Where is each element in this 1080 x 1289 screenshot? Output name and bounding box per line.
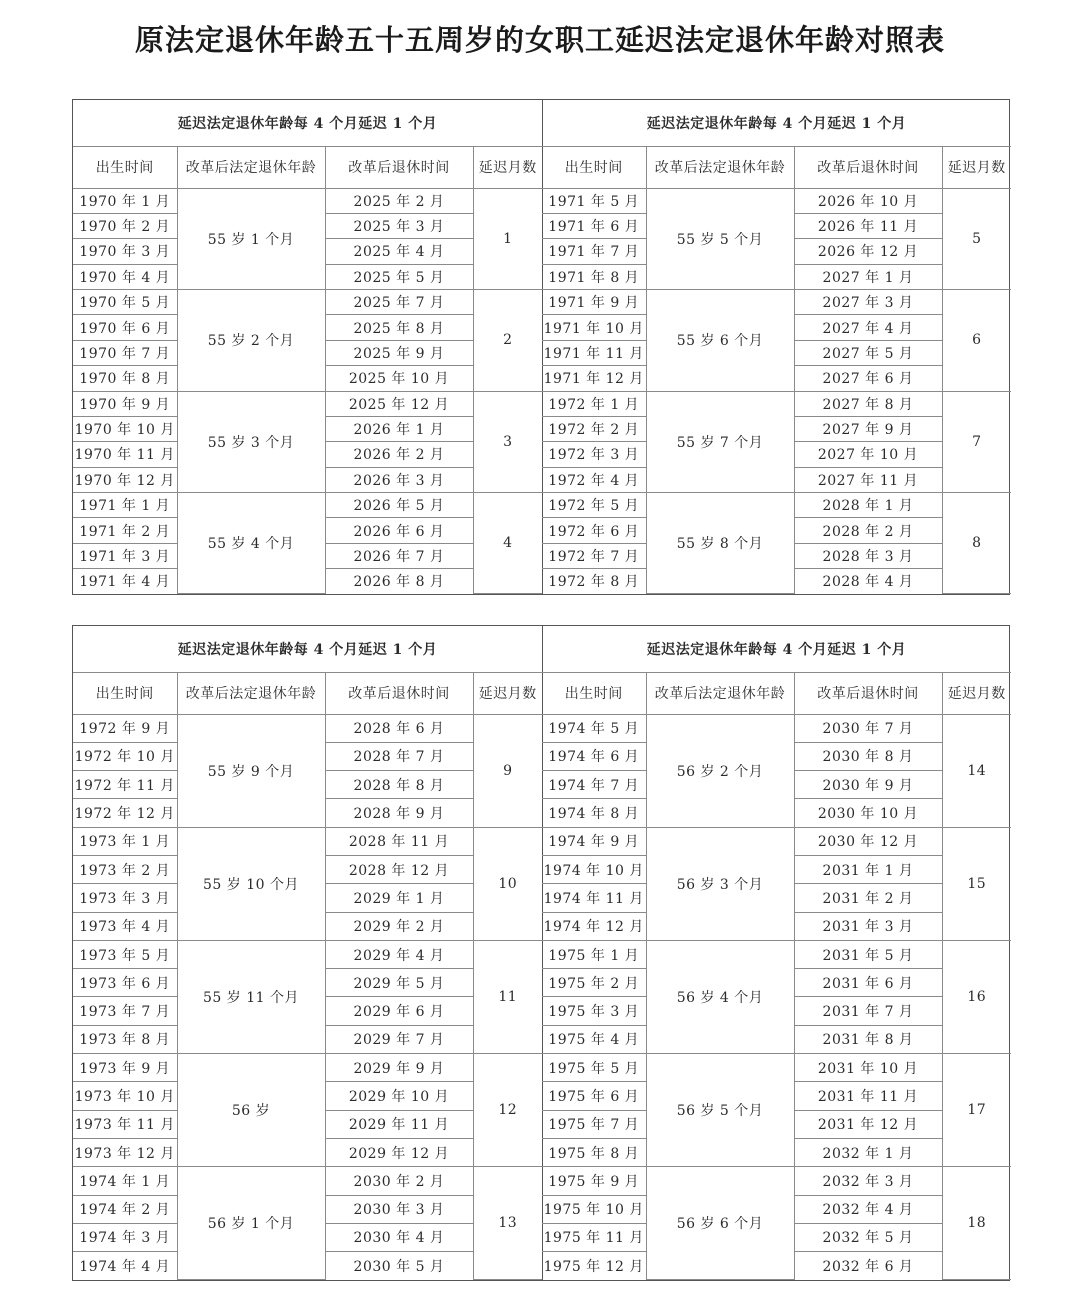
birth-cell: 1975 年 4 月 xyxy=(542,1025,646,1053)
birth-cell: 1974 年 10 月 xyxy=(542,855,646,883)
delay-months-cell: 7 xyxy=(942,391,1011,493)
retire-time-cell: 2027 年 8 月 xyxy=(794,391,942,416)
birth-cell: 1971 年 5 月 xyxy=(542,188,646,213)
retire-time-cell: 2027 年 10 月 xyxy=(794,442,942,467)
birth-cell: 1973 年 4 月 xyxy=(73,912,177,940)
birth-cell: 1972 年 5 月 xyxy=(542,493,646,518)
birth-cell: 1971 年 4 月 xyxy=(73,569,177,594)
delay-months-cell: 6 xyxy=(942,290,1011,392)
birth-cell: 1974 年 11 月 xyxy=(542,884,646,912)
birth-cell: 1970 年 8 月 xyxy=(73,366,177,391)
retire-time-cell: 2026 年 3 月 xyxy=(325,467,473,492)
retire-time-cell: 2031 年 3 月 xyxy=(794,912,942,940)
retire-age-cell: 56 岁 2 个月 xyxy=(646,714,794,827)
retire-time-cell: 2029 年 6 月 xyxy=(325,997,473,1025)
table-row xyxy=(542,940,1011,968)
birth-cell: 1971 年 2 月 xyxy=(73,518,177,543)
table-row xyxy=(542,1054,1011,1082)
retire-time-cell: 2026 年 11 月 xyxy=(794,213,942,238)
birth-cell: 1974 年 12 月 xyxy=(542,912,646,940)
retire-time-cell: 2032 年 4 月 xyxy=(794,1195,942,1223)
retire-time-cell: 2026 年 10 月 xyxy=(794,188,942,213)
retire-time-cell: 2030 年 9 月 xyxy=(794,771,942,799)
retire-time-cell: 2028 年 2 月 xyxy=(794,518,942,543)
retire-time-cell: 2028 年 12 月 xyxy=(325,855,473,883)
table-block-top xyxy=(72,99,1010,595)
retire-time-cell: 2031 年 6 月 xyxy=(794,969,942,997)
retire-time-cell: 2030 年 4 月 xyxy=(325,1223,473,1251)
table-row xyxy=(542,714,1011,742)
caption-row xyxy=(542,626,1011,672)
table-top-right xyxy=(542,100,1011,594)
birth-cell: 1974 年 8 月 xyxy=(542,799,646,827)
retire-time-cell: 2026 年 2 月 xyxy=(325,442,473,467)
retire-age-cell: 56 岁 6 个月 xyxy=(646,1167,794,1280)
column-header: 出生时间 xyxy=(73,146,177,188)
retire-age-cell: 55 岁 3 个月 xyxy=(177,391,325,493)
birth-cell: 1970 年 12 月 xyxy=(73,467,177,492)
retire-time-cell: 2027 年 1 月 xyxy=(794,264,942,289)
table-caption: 延迟法定退休年龄每 4 个月延迟 1 个月 xyxy=(73,626,542,672)
birth-cell: 1975 年 8 月 xyxy=(542,1138,646,1166)
retire-age-cell: 55 岁 5 个月 xyxy=(646,188,794,290)
retire-time-cell: 2027 年 4 月 xyxy=(794,315,942,340)
birth-cell: 1972 年 9 月 xyxy=(73,714,177,742)
birth-cell: 1975 年 10 月 xyxy=(542,1195,646,1223)
column-header: 改革后退休时间 xyxy=(325,672,473,714)
retire-time-cell: 2026 年 7 月 xyxy=(325,543,473,568)
header-row xyxy=(73,146,542,188)
table-row xyxy=(542,290,1011,315)
birth-cell: 1970 年 3 月 xyxy=(73,239,177,264)
retire-time-cell: 2025 年 7 月 xyxy=(325,290,473,315)
birth-cell: 1970 年 5 月 xyxy=(73,290,177,315)
table-row xyxy=(73,714,542,742)
retire-time-cell: 2029 年 4 月 xyxy=(325,940,473,968)
birth-cell: 1975 年 7 月 xyxy=(542,1110,646,1138)
retire-time-cell: 2030 年 5 月 xyxy=(325,1252,473,1280)
retire-time-cell: 2029 年 2 月 xyxy=(325,912,473,940)
birth-cell: 1973 年 11 月 xyxy=(73,1110,177,1138)
birth-cell: 1972 年 3 月 xyxy=(542,442,646,467)
birth-cell: 1972 年 8 月 xyxy=(542,569,646,594)
birth-cell: 1973 年 7 月 xyxy=(73,997,177,1025)
birth-cell: 1973 年 8 月 xyxy=(73,1025,177,1053)
retire-time-cell: 2030 年 2 月 xyxy=(325,1167,473,1195)
page-title: 原法定退休年龄五十五周岁的女职工延迟法定退休年龄对照表 xyxy=(134,23,945,57)
table-block-bottom xyxy=(72,625,1010,1281)
birth-cell: 1974 年 6 月 xyxy=(542,742,646,770)
retire-age-cell: 56 岁 1 个月 xyxy=(177,1167,325,1280)
birth-cell: 1971 年 8 月 xyxy=(542,264,646,289)
retire-age-cell: 55 岁 4 个月 xyxy=(177,493,325,594)
retire-time-cell: 2031 年 1 月 xyxy=(794,855,942,883)
caption-row xyxy=(73,100,542,146)
delay-months-cell: 9 xyxy=(473,714,542,827)
retire-age-cell: 55 岁 1 个月 xyxy=(177,188,325,290)
table-row xyxy=(73,1054,542,1082)
delay-months-cell: 8 xyxy=(942,493,1011,594)
retire-time-cell: 2028 年 6 月 xyxy=(325,714,473,742)
retire-age-cell: 56 岁 4 个月 xyxy=(646,940,794,1053)
birth-cell: 1975 年 2 月 xyxy=(542,969,646,997)
column-header: 延迟月数 xyxy=(473,672,542,714)
retire-time-cell: 2030 年 12 月 xyxy=(794,827,942,855)
column-header: 出生时间 xyxy=(542,146,646,188)
retire-time-cell: 2029 年 1 月 xyxy=(325,884,473,912)
birth-cell: 1975 年 1 月 xyxy=(542,940,646,968)
column-header: 改革后法定退休年龄 xyxy=(646,672,794,714)
birth-cell: 1973 年 5 月 xyxy=(73,940,177,968)
retire-time-cell: 2030 年 8 月 xyxy=(794,742,942,770)
birth-cell: 1972 年 10 月 xyxy=(73,742,177,770)
birth-cell: 1974 年 5 月 xyxy=(542,714,646,742)
retire-age-cell: 55 岁 9 个月 xyxy=(177,714,325,827)
column-header: 改革后退休时间 xyxy=(325,146,473,188)
retire-time-cell: 2025 年 12 月 xyxy=(325,391,473,416)
retire-time-cell: 2025 年 8 月 xyxy=(325,315,473,340)
retire-age-cell: 55 岁 7 个月 xyxy=(646,391,794,493)
birth-cell: 1974 年 9 月 xyxy=(542,827,646,855)
retire-time-cell: 2026 年 8 月 xyxy=(325,569,473,594)
delay-months-cell: 1 xyxy=(473,188,542,290)
retire-age-cell: 55 岁 8 个月 xyxy=(646,493,794,594)
birth-cell: 1974 年 3 月 xyxy=(73,1223,177,1251)
birth-cell: 1971 年 9 月 xyxy=(542,290,646,315)
delay-months-cell: 2 xyxy=(473,290,542,392)
retire-age-cell: 56 岁 5 个月 xyxy=(646,1054,794,1167)
table-row xyxy=(73,940,542,968)
birth-cell: 1973 年 3 月 xyxy=(73,884,177,912)
delay-months-cell: 11 xyxy=(473,940,542,1053)
column-header: 改革后法定退休年龄 xyxy=(177,146,325,188)
retire-time-cell: 2027 年 9 月 xyxy=(794,416,942,441)
retire-time-cell: 2030 年 3 月 xyxy=(325,1195,473,1223)
retire-time-cell: 2030 年 10 月 xyxy=(794,799,942,827)
birth-cell: 1972 年 2 月 xyxy=(542,416,646,441)
column-header: 延迟月数 xyxy=(942,146,1011,188)
birth-cell: 1972 年 11 月 xyxy=(73,771,177,799)
birth-cell: 1970 年 11 月 xyxy=(73,442,177,467)
birth-cell: 1973 年 1 月 xyxy=(73,827,177,855)
retire-age-cell: 55 岁 11 个月 xyxy=(177,940,325,1053)
retire-time-cell: 2026 年 1 月 xyxy=(325,416,473,441)
table-row xyxy=(73,188,542,213)
table-row xyxy=(542,1167,1011,1195)
retire-time-cell: 2025 年 3 月 xyxy=(325,213,473,238)
column-header: 改革后法定退休年龄 xyxy=(646,146,794,188)
retire-time-cell: 2025 年 10 月 xyxy=(325,366,473,391)
birth-cell: 1975 年 11 月 xyxy=(542,1223,646,1251)
retire-time-cell: 2029 年 11 月 xyxy=(325,1110,473,1138)
retire-time-cell: 2027 年 5 月 xyxy=(794,340,942,365)
birth-cell: 1970 年 4 月 xyxy=(73,264,177,289)
delay-months-cell: 15 xyxy=(942,827,1011,940)
table-row xyxy=(73,493,542,518)
retire-time-cell: 2029 年 12 月 xyxy=(325,1138,473,1166)
birth-cell: 1971 年 3 月 xyxy=(73,543,177,568)
delay-months-cell: 10 xyxy=(473,827,542,940)
table-caption: 延迟法定退休年龄每 4 个月延迟 1 个月 xyxy=(73,100,542,146)
delay-months-cell: 16 xyxy=(942,940,1011,1053)
table-row xyxy=(73,391,542,416)
birth-cell: 1974 年 4 月 xyxy=(73,1252,177,1280)
retire-time-cell: 2028 年 1 月 xyxy=(794,493,942,518)
retire-time-cell: 2025 年 2 月 xyxy=(325,188,473,213)
column-header: 出生时间 xyxy=(73,672,177,714)
birth-cell: 1972 年 4 月 xyxy=(542,467,646,492)
table-row xyxy=(542,188,1011,213)
retire-time-cell: 2026 年 6 月 xyxy=(325,518,473,543)
table-row xyxy=(542,827,1011,855)
table-caption: 延迟法定退休年龄每 4 个月延迟 1 个月 xyxy=(542,100,1011,146)
birth-cell: 1970 年 1 月 xyxy=(73,188,177,213)
retire-age-cell: 56 岁 3 个月 xyxy=(646,827,794,940)
birth-cell: 1971 年 1 月 xyxy=(73,493,177,518)
birth-cell: 1974 年 7 月 xyxy=(542,771,646,799)
birth-cell: 1970 年 10 月 xyxy=(73,416,177,441)
delay-months-cell: 18 xyxy=(942,1167,1011,1280)
retire-time-cell: 2027 年 3 月 xyxy=(794,290,942,315)
birth-cell: 1970 年 7 月 xyxy=(73,340,177,365)
retire-time-cell: 2026 年 5 月 xyxy=(325,493,473,518)
retire-time-cell: 2028 年 3 月 xyxy=(794,543,942,568)
birth-cell: 1974 年 2 月 xyxy=(73,1195,177,1223)
header-row xyxy=(542,146,1011,188)
retire-time-cell: 2031 年 11 月 xyxy=(794,1082,942,1110)
retire-time-cell: 2027 年 11 月 xyxy=(794,467,942,492)
birth-cell: 1971 年 6 月 xyxy=(542,213,646,238)
caption-row xyxy=(542,100,1011,146)
table-row xyxy=(73,290,542,315)
retire-time-cell: 2025 年 4 月 xyxy=(325,239,473,264)
retire-time-cell: 2031 年 7 月 xyxy=(794,997,942,1025)
retire-time-cell: 2028 年 7 月 xyxy=(325,742,473,770)
retire-age-cell: 55 岁 10 个月 xyxy=(177,827,325,940)
header-row xyxy=(73,672,542,714)
retire-time-cell: 2031 年 10 月 xyxy=(794,1054,942,1082)
retire-time-cell: 2029 年 7 月 xyxy=(325,1025,473,1053)
retire-age-cell: 56 岁 xyxy=(177,1054,325,1167)
birth-cell: 1972 年 12 月 xyxy=(73,799,177,827)
delay-months-cell: 17 xyxy=(942,1054,1011,1167)
retire-time-cell: 2025 年 5 月 xyxy=(325,264,473,289)
table-row xyxy=(542,493,1011,518)
birth-cell: 1974 年 1 月 xyxy=(73,1167,177,1195)
delay-months-cell: 13 xyxy=(473,1167,542,1280)
retire-age-cell: 55 岁 2 个月 xyxy=(177,290,325,392)
table-top-left xyxy=(73,100,543,594)
retire-time-cell: 2029 年 9 月 xyxy=(325,1054,473,1082)
delay-months-cell: 12 xyxy=(473,1054,542,1167)
retire-time-cell: 2030 年 7 月 xyxy=(794,714,942,742)
header-row xyxy=(542,672,1011,714)
retire-time-cell: 2027 年 6 月 xyxy=(794,366,942,391)
birth-cell: 1973 年 9 月 xyxy=(73,1054,177,1082)
birth-cell: 1973 年 2 月 xyxy=(73,855,177,883)
birth-cell: 1973 年 12 月 xyxy=(73,1138,177,1166)
column-header: 改革后退休时间 xyxy=(794,146,942,188)
column-header: 改革后法定退休年龄 xyxy=(177,672,325,714)
birth-cell: 1973 年 10 月 xyxy=(73,1082,177,1110)
table-row xyxy=(73,827,542,855)
retire-time-cell: 2028 年 9 月 xyxy=(325,799,473,827)
birth-cell: 1971 年 10 月 xyxy=(542,315,646,340)
birth-cell: 1975 年 12 月 xyxy=(542,1252,646,1280)
birth-cell: 1972 年 7 月 xyxy=(542,543,646,568)
birth-cell: 1975 年 6 月 xyxy=(542,1082,646,1110)
delay-months-cell: 3 xyxy=(473,391,542,493)
caption-row xyxy=(73,626,542,672)
column-header: 出生时间 xyxy=(542,672,646,714)
column-header: 延迟月数 xyxy=(473,146,542,188)
retire-time-cell: 2031 年 12 月 xyxy=(794,1110,942,1138)
birth-cell: 1970 年 2 月 xyxy=(73,213,177,238)
retire-time-cell: 2028 年 4 月 xyxy=(794,569,942,594)
retire-time-cell: 2026 年 12 月 xyxy=(794,239,942,264)
birth-cell: 1973 年 6 月 xyxy=(73,969,177,997)
retire-time-cell: 2032 年 6 月 xyxy=(794,1252,942,1280)
table-row xyxy=(73,1167,542,1195)
birth-cell: 1971 年 7 月 xyxy=(542,239,646,264)
delay-months-cell: 5 xyxy=(942,188,1011,290)
table-bottom-right xyxy=(542,626,1011,1280)
retire-time-cell: 2028 年 8 月 xyxy=(325,771,473,799)
birth-cell: 1975 年 5 月 xyxy=(542,1054,646,1082)
birth-cell: 1975 年 3 月 xyxy=(542,997,646,1025)
retire-time-cell: 2032 年 3 月 xyxy=(794,1167,942,1195)
delay-months-cell: 14 xyxy=(942,714,1011,827)
retire-time-cell: 2032 年 1 月 xyxy=(794,1138,942,1166)
table-bottom-left xyxy=(73,626,543,1280)
column-header: 改革后退休时间 xyxy=(794,672,942,714)
birth-cell: 1972 年 6 月 xyxy=(542,518,646,543)
retire-time-cell: 2028 年 11 月 xyxy=(325,827,473,855)
birth-cell: 1970 年 9 月 xyxy=(73,391,177,416)
retire-time-cell: 2031 年 2 月 xyxy=(794,884,942,912)
delay-months-cell: 4 xyxy=(473,493,542,594)
table-row xyxy=(542,391,1011,416)
birth-cell: 1972 年 1 月 xyxy=(542,391,646,416)
birth-cell: 1970 年 6 月 xyxy=(73,315,177,340)
retire-time-cell: 2032 年 5 月 xyxy=(794,1223,942,1251)
birth-cell: 1971 年 12 月 xyxy=(542,366,646,391)
column-header: 延迟月数 xyxy=(942,672,1011,714)
retire-time-cell: 2025 年 9 月 xyxy=(325,340,473,365)
retire-age-cell: 55 岁 6 个月 xyxy=(646,290,794,392)
table-caption: 延迟法定退休年龄每 4 个月延迟 1 个月 xyxy=(542,626,1011,672)
birth-cell: 1975 年 9 月 xyxy=(542,1167,646,1195)
retire-time-cell: 2031 年 8 月 xyxy=(794,1025,942,1053)
retire-time-cell: 2031 年 5 月 xyxy=(794,940,942,968)
retire-time-cell: 2029 年 5 月 xyxy=(325,969,473,997)
retire-time-cell: 2029 年 10 月 xyxy=(325,1082,473,1110)
birth-cell: 1971 年 11 月 xyxy=(542,340,646,365)
